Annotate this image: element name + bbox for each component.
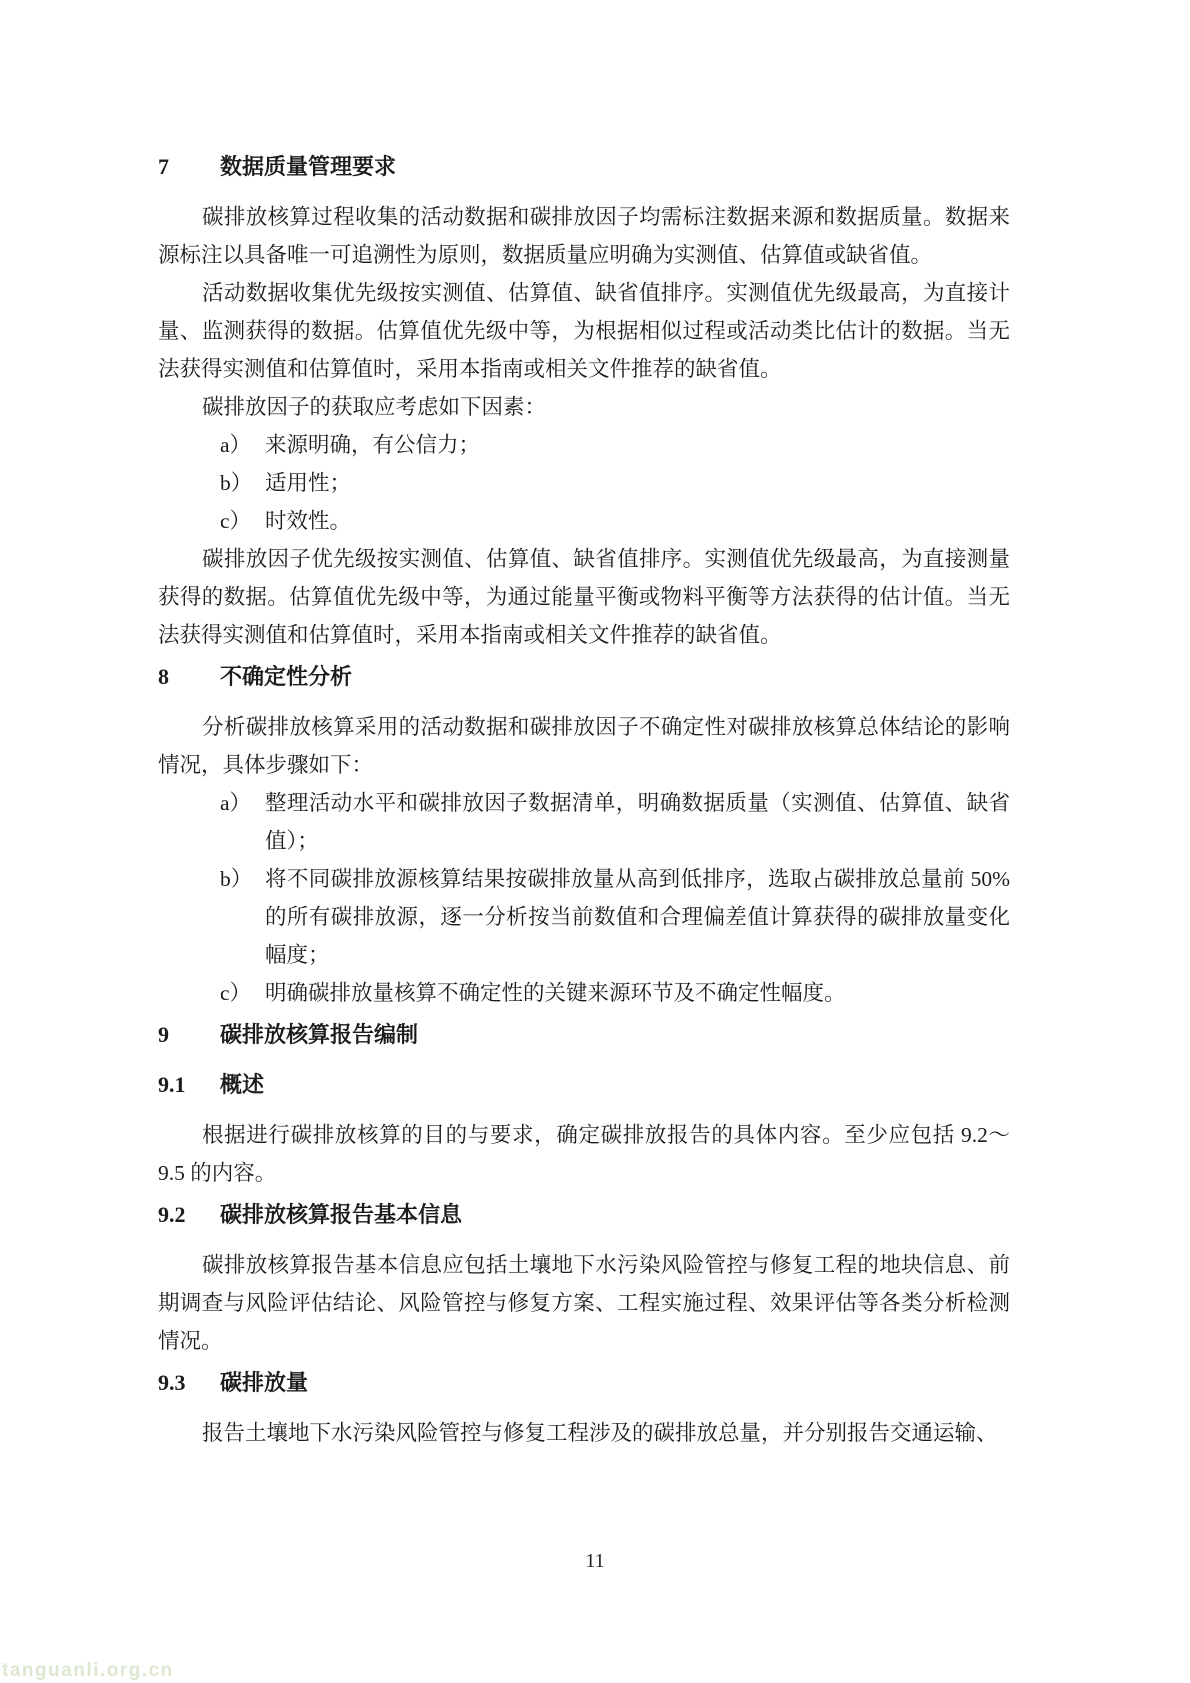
section-9-3-paragraph-1: 报告土壤地下水污染风险管控与修复工程涉及的碳排放总量，并分别报告交通运输、 [202, 1421, 998, 1445]
section-9-1-title: 概述 [220, 1072, 265, 1097]
section-9-1-paragraph-1: 根据进行碳排放核算的目的与要求，确定碳排放报告的具体内容。至少应包括 9.2～9.5 的内容。 [158, 1123, 1010, 1185]
page-number: 11 [585, 1550, 605, 1572]
list-text-8b: 将不同碳排放源核算结果按碳排放量从高到低排序，选取占碳排放总量前 50%的所有碳排放源，逐一分析按当前数值和合理偏差值计算获得的碳排放量变化幅度； [265, 867, 1010, 967]
list-item-8b [158, 860, 1010, 974]
list-item-8c [158, 974, 1010, 1012]
list-marker-7b: b） [220, 471, 253, 495]
section-9-2-number: 9.2 [158, 1202, 186, 1227]
list-marker-7a: a） [220, 433, 252, 457]
list-item-7c [158, 502, 1010, 540]
section-7-paragraph-3: 碳排放因子的获取应考虑如下因素： [202, 395, 547, 419]
section-9-number: 9 [158, 1022, 169, 1047]
section-9-1-heading [158, 1066, 1010, 1104]
section-7-title: 数据质量管理要求 [220, 154, 397, 179]
section-9-3-number: 9.3 [158, 1370, 186, 1395]
list-marker-7c: c） [220, 509, 252, 533]
section-7-number: 7 [158, 154, 169, 179]
section-9-3-title: 碳排放量 [220, 1370, 309, 1395]
section-7-heading [158, 148, 1010, 186]
list-text-8c: 明确碳排放量核算不确定性的关键来源环节及不确定性幅度。 [265, 981, 846, 1005]
section-9-2-heading [158, 1196, 1010, 1234]
section-7-paragraph-4: 碳排放因子优先级按实测值、估算值、缺省值排序。实测值优先级最高，为直接测量获得的数据。估算值优先级中等，为通过能量平衡或物料平衡等方法获得的估计值。当无法获得实测值和估算值时，采用本指南或相关文件推荐的缺省值。 [158, 547, 1010, 647]
section-9-title: 碳排放核算报告编制 [220, 1022, 419, 1047]
section-8-title: 不确定性分析 [220, 664, 353, 689]
section-7-paragraph-1: 碳排放核算过程收集的活动数据和碳排放因子均需标注数据来源和数据质量。数据来源标注以具备唯一可追溯性为原则，数据质量应明确为实测值、估算值或缺省值。 [158, 205, 1010, 267]
section-9-3-heading [158, 1364, 1010, 1402]
section-9-heading [158, 1016, 1010, 1054]
section-8-paragraph-1: 分析碳排放核算采用的活动数据和碳排放因子不确定性对碳排放核算总体结论的影响情况，具体步骤如下： [158, 715, 1010, 777]
section-7-paragraph-2: 活动数据收集优先级按实测值、估算值、缺省值排序。实测值优先级最高，为直接计量、监测获得的数据。估算值优先级中等，为根据相似过程或活动类比估计的数据。当无法获得实测值和估算值时，采用本指南或相关文件推荐的缺省值。 [158, 281, 1010, 381]
page-content [158, 144, 1010, 1452]
section-8-number: 8 [158, 664, 169, 689]
list-text-7c: 时效性。 [265, 509, 352, 533]
section-9-2-title: 碳排放核算报告基本信息 [220, 1202, 463, 1227]
list-marker-8a: a） [220, 791, 252, 815]
section-8-heading [158, 658, 1010, 696]
list-item-8a [158, 784, 1010, 860]
watermark: tanguanli.org.cn [2, 1660, 174, 1681]
list-marker-8b: b） [220, 867, 253, 891]
list-text-7a: 来源明确，有公信力； [265, 433, 481, 457]
section-9-2-paragraph-1: 碳排放核算报告基本信息应包括土壤地下水污染风险管控与修复工程的地块信息、前期调查与风险评估结论、风险管控与修复方案、工程实施过程、效果评估等各类分析检测情况。 [158, 1253, 1010, 1353]
list-item-7b [158, 464, 1010, 502]
list-item-7a [158, 426, 1010, 464]
list-text-8a: 整理活动水平和碳排放因子数据清单，明确数据质量（实测值、估算值、缺省值）； [265, 791, 1010, 853]
section-9-1-number: 9.1 [158, 1072, 186, 1097]
list-text-7b: 适用性； [265, 471, 352, 495]
list-marker-8c: c） [220, 981, 252, 1005]
